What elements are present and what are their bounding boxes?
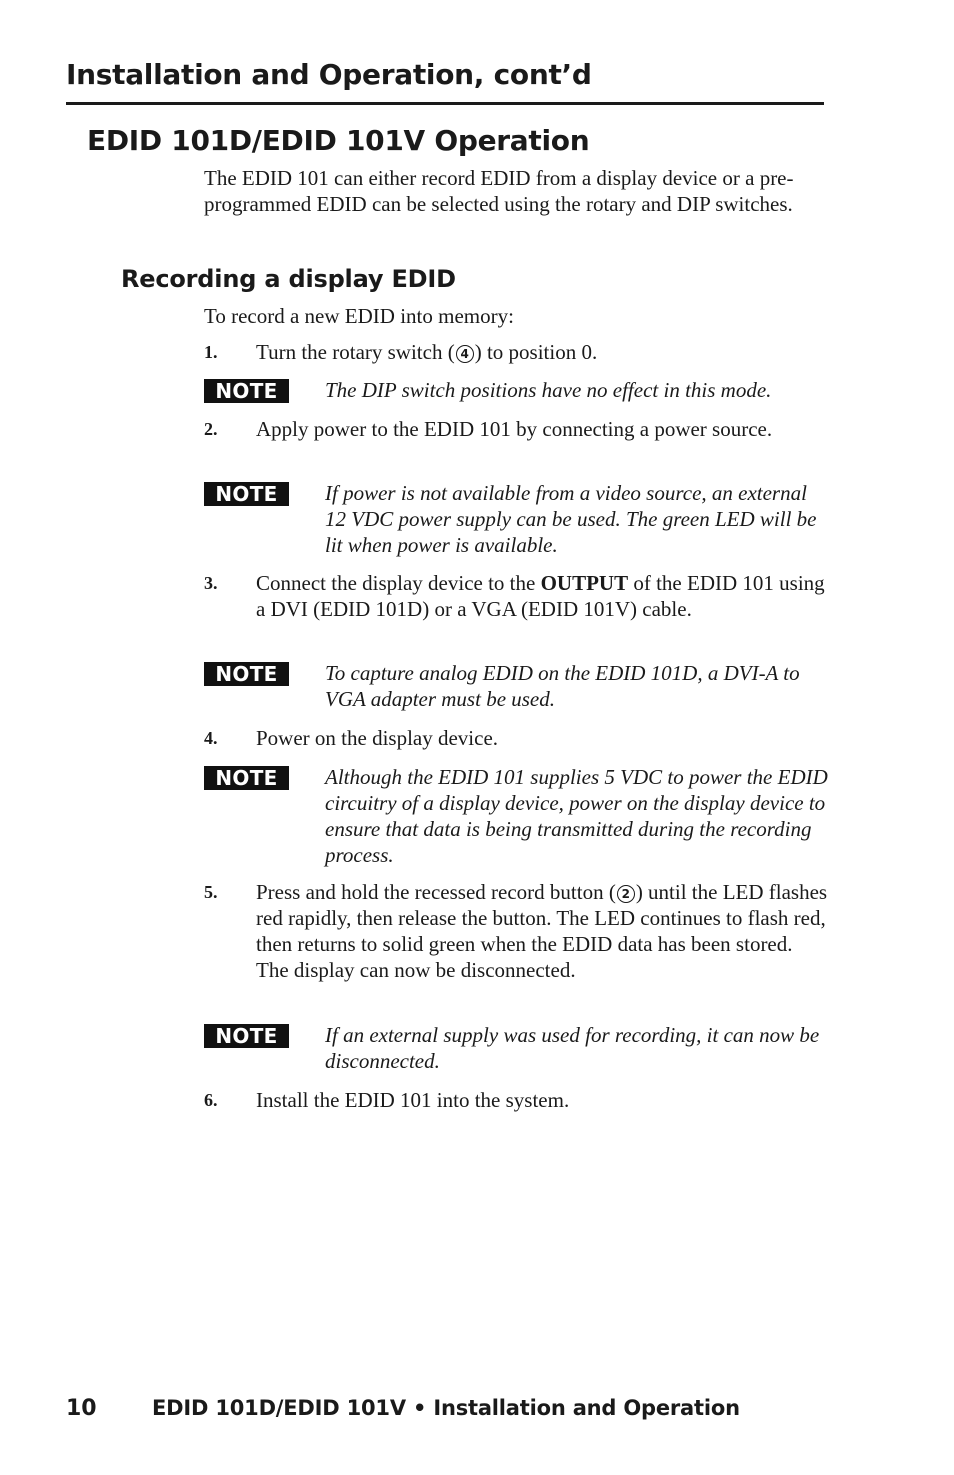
step-text: Turn the rotary switch ( 4 ) to position 0. [256, 340, 598, 364]
note-badge: NOTE [204, 766, 289, 790]
note-text: Although the EDID 101 supplies 5 VDC to power the EDID circuitry of a display device, power on the display device to ensure that data is being transmitted during the recording process. [325, 765, 828, 867]
step-number: 1. [204, 342, 218, 362]
step-number: 4. [204, 728, 218, 748]
subsection-title: Recording a display EDID [121, 265, 456, 293]
section-header-title: Installation and Operation, cont’d [66, 58, 592, 91]
step-number: 2. [204, 419, 218, 439]
note-badge: NOTE [204, 482, 289, 506]
note-text: To capture analog EDID on the EDID 101D, a DVI-A to VGA adapter must be used. [325, 661, 800, 711]
footer-title: EDID 101D/EDID 101V • Installation and Operation [152, 1396, 740, 1420]
note-badge: NOTE [204, 662, 289, 686]
step-text: Power on the display device. [256, 726, 499, 750]
note-text: The DIP switch positions have no effect in this mode. [325, 378, 772, 402]
subsection-lead: To record a new EDID into memory: [204, 304, 514, 328]
step-text: Press and hold the recessed record button ( 2 ) until the LED flashes red rapidly, then release the button. The LED continues to flash red, then returns to solid green when the EDID data has been stored. The display can now be disconnected. [256, 880, 828, 982]
step-text: Connect the display device to the OUTPUT of the EDID 101 using a DVI (EDID 101D) or a VGA (EDID 101V) cable. [256, 571, 825, 621]
note-text: If power is not available from a video source, an external 12 VDC power supply can be used. The green LED will be lit when power is available. [325, 481, 817, 557]
step-number: 6. [204, 1090, 218, 1110]
step-text: Install the EDID 101 into the system. [256, 1088, 570, 1112]
note-badge: NOTE [204, 1024, 289, 1048]
intro-paragraph: The EDID 101 can either record EDID from a display device or a pre-programmed EDID can be selected using the rotary and DIP switches. [204, 166, 794, 216]
page-number: 10 [66, 1396, 97, 1421]
callout-4-icon: 4 [456, 345, 474, 363]
output-label: OUTPUT [540, 571, 629, 595]
step-text: Apply power to the EDID 101 by connecting a power source. [256, 417, 773, 441]
step-number: 3. [204, 573, 218, 593]
section-header [66, 58, 824, 105]
page-title: EDID 101D/EDID 101V Operation [87, 124, 590, 157]
note-text: If an external supply was used for recording, it can now be disconnected. [325, 1023, 820, 1073]
step-number: 5. [204, 882, 218, 902]
note-badge: NOTE [204, 379, 289, 403]
callout-2-icon: 2 [617, 885, 635, 903]
